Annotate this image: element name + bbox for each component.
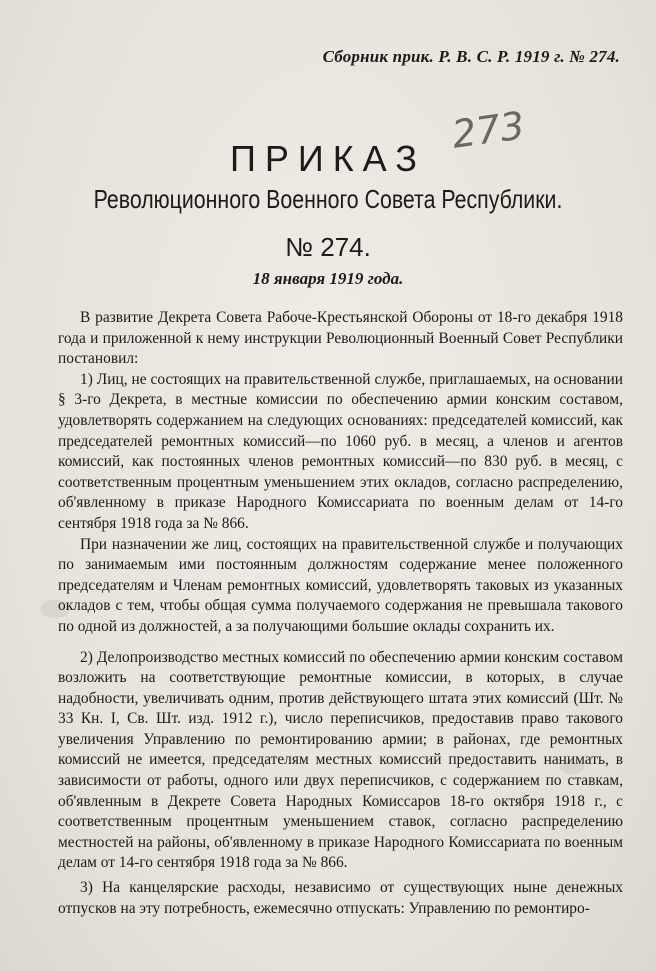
document-subtitle: Революционного Военного Совета Республики. xyxy=(93,184,563,214)
paragraph-item-2: 2) Делопроизводство местных комиссий по обеспечению армии конским составом возложить на соответствующие ремонтные комиссии, в которых, в случае надобности, увеличивать одним, против действующего штата этих комиссий (Шт. № 33 Кн. I, Св. Шт. изд. 1912 г.), число переписчиков, предоставив право такового увеличения Управлению по ремонтированию армии; в районах, где ремонтных комиссий не имеется, председателям местных комиссий предоставить нанимать, в зависимости от работы, одного или двух переписчиков, с содержанием по ставкам, об'явленным в Декрете Совета Народных Комиссаров 18-го октября 1918 г., с соответственным процентным уменьшением ставок, согласно распределению местностей на районы, об'явленному в приказе Народного Комиссариата по военным делам от 14-го сентября 1918 года за № 866. xyxy=(58,648,623,872)
paragraph-item-3: 3) На канцелярские расходы, независимо от существующих ныне денежных отпусков на эту потребность, ежемесячно отпускать: Управлению по ремонтиро- xyxy=(58,879,623,917)
order-date: 18 января 1919 года. xyxy=(252,269,404,288)
paragraph-item-1-continued: При назначении же лиц, состоящих на правительственной службе и получающих по занимаемым ими постоянным должностям содержание менее положенного председателям и Членам ремонтных комиссий, удовлетворять таковых из указанных окладов с тем, чтобы общая сумма получаемого содержания не превышала такового по одной из должностей, а за получающими большие оклады сохранить их. xyxy=(58,535,623,635)
paragraph-item-1: 1) Лиц, не состоящих на правительственной службе, приглашаемых, на основании § 3-го Декрета, в местные комиссии по обеспечению армии конским составом, удовлетворять содержанием на следующих основаниях: председателей комиссий, как председателей ремонтных комиссий—по 1060 руб. в месяц, а членов и агентов комиссий, как постоянных членов ремонтных комиссий—по 830 руб. в месяц, с соответственным процентным уменьшением этих окладов, согласно распределению, об'явленному в приказе Народного Комиссариата по военным делам от 14-го сентября 1918 года за № 866. xyxy=(58,370,623,532)
order-number: № 274. xyxy=(285,232,371,262)
order-body xyxy=(58,308,623,919)
paragraph-preamble: В развитие Декрета Совета Рабоче-Крестьянской Обороны от 18-го декабря 1918 года и приложенной к нему инструкции Революционный Военный Совет Республики постановил: xyxy=(58,309,623,368)
document-title: ПРИКАЗ xyxy=(229,138,427,179)
handwritten-page-mark: 273 xyxy=(449,103,528,157)
collection-reference: Сборник прик. Р. В. С. Р. 1919 г. № 274. xyxy=(322,47,620,66)
